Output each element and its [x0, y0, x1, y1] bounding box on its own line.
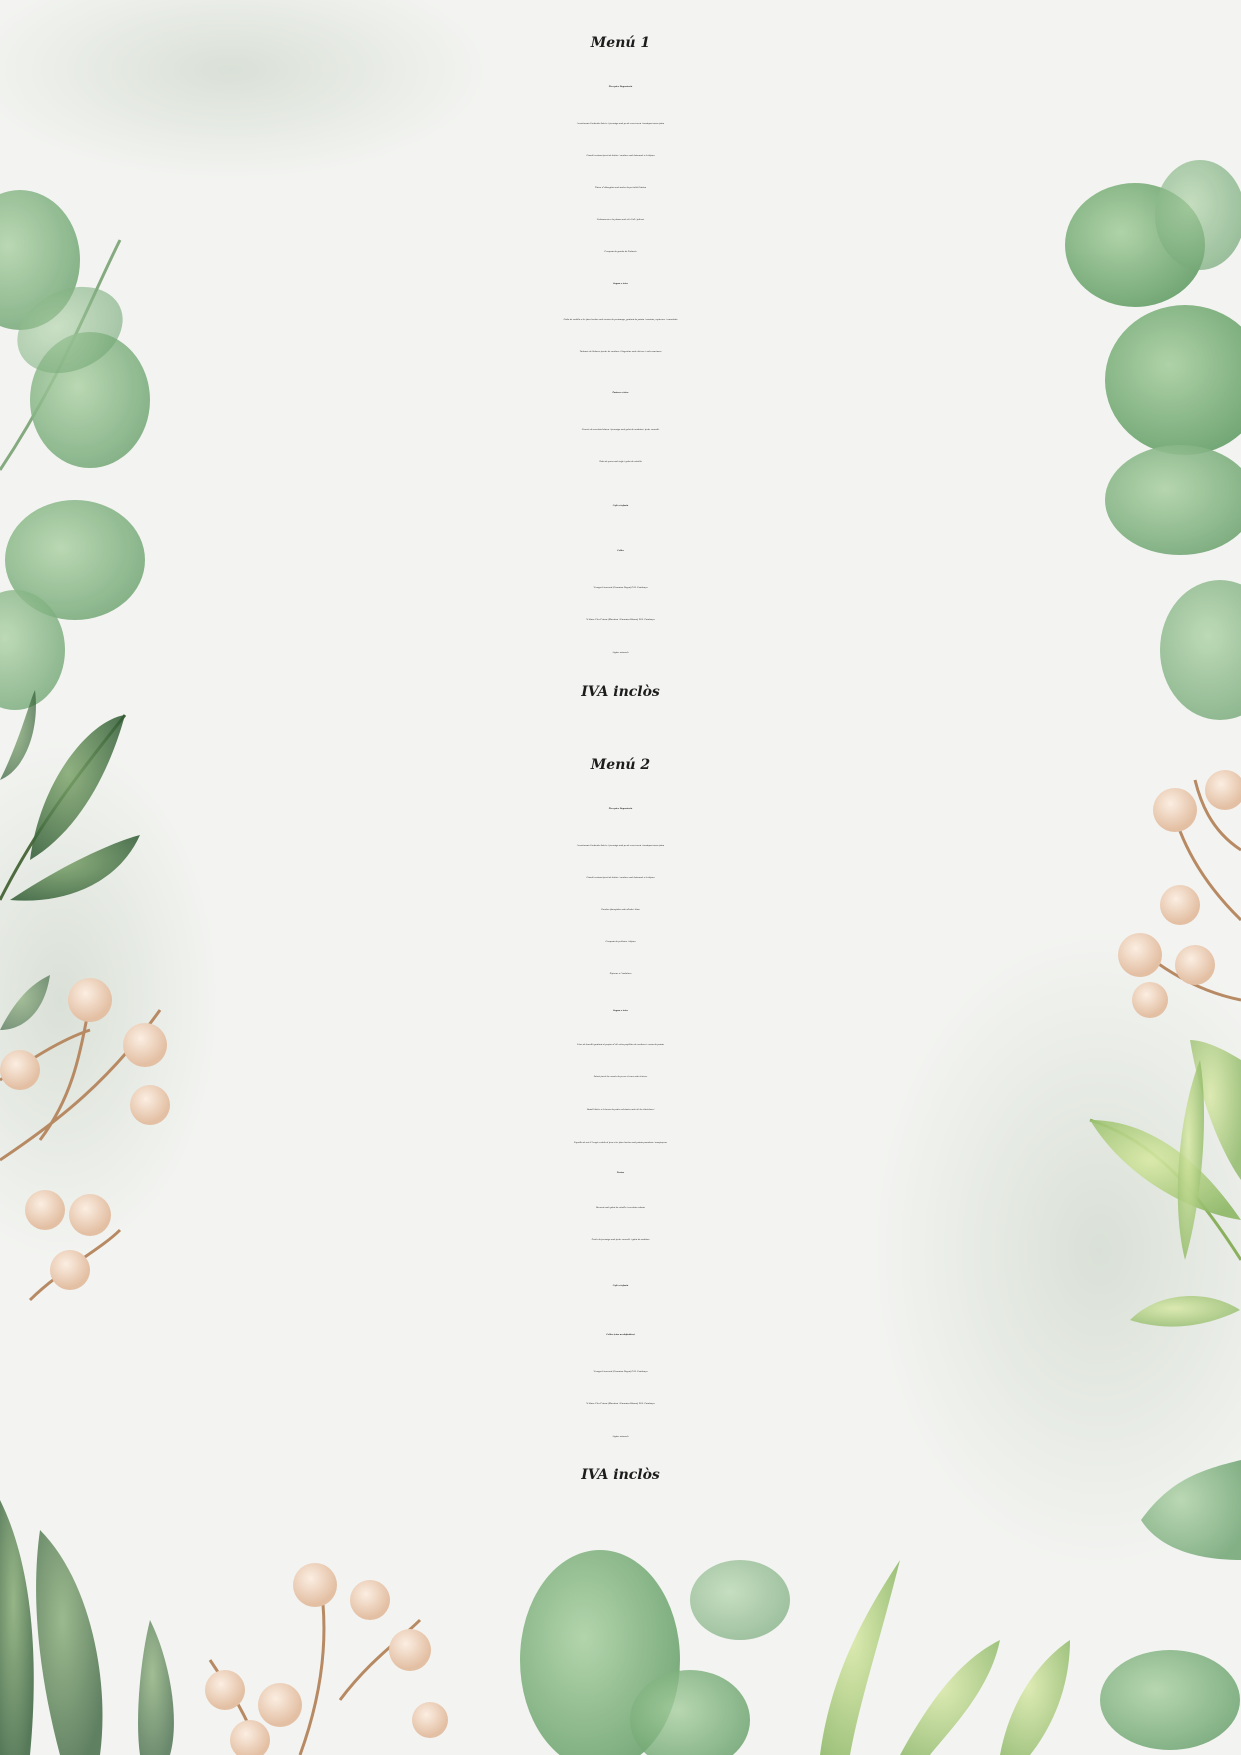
menu-2-dessert-item: Brownie amb gelat de vainilla i xocolata calenta: [596, 1206, 645, 1209]
menu-2-main-item: Espatlla de xai d’Aragó rostida al forn a les fines herbes amb patata panadera i xampinyons: [574, 1141, 667, 1144]
menu-1-starter-item: Tàrtar d’albergínia amb teules de pa italià Guttiau: [594, 186, 647, 189]
menu-1-cellar-heading: Celler: [617, 550, 624, 552]
menu-1-cellar-item: Vi blanc Clos Primat (Macabeu i Garnatxa Blanca) D.O. Catalunya: [586, 618, 655, 621]
menu-2-starter-item: Xipirons a l’andalusa: [609, 972, 632, 975]
menu-2-starter-item: Caneló cruixent farcit de bolets i verdures amb beixamel a la tòfona: [586, 876, 655, 879]
menu-2-cellar-heading: Celler (vins no definitius): [606, 1334, 635, 1336]
menu-1-price: [0, 684, 1241, 700]
menu-2-main-item: Salmó farcit de cremós de porro al cava amb cloïsses: [593, 1075, 648, 1078]
menu-2-main-item: Ventall ibèric a la brasa de pedra volcànica amb oli de chimichurri: [586, 1108, 655, 1111]
menu-2-starter-item: Croqueta de pollastre i tòfona: [605, 940, 636, 943]
menu-1-main-item: Turbants de llobarro farcits de verdures i llagostins amb cloïsses i salsa marinera: [579, 350, 662, 353]
menu-1-main-item: Galta de vedella a les fines herbes amb escates de pastanaga, gratinat de patata i moniato, espàrrecs i cansalada: [563, 318, 678, 321]
menu-2-starter-heading: Pica-pica Degustació: [608, 808, 633, 810]
menu-1-dessert-item: Tatín de poma amb toffe i gelat de vainilla: [599, 460, 642, 463]
menu-2-dessert-heading: Postre: [616, 1172, 625, 1174]
menu-2-main-heading: Segon a triar: [613, 1010, 628, 1012]
menu-2-main-item: Llom de bacallà gratinat al perfum d’all sobre papillota de verdures i crema de patata: [577, 1043, 664, 1046]
menu-2-title: Menú 2: [590, 757, 651, 773]
menu-2-vat: IVA inclòs: [581, 1467, 660, 1483]
menu-1-starter-item: Croqueta de gamba de Palamós: [604, 250, 637, 253]
menu-2-cellar-item: Vi blanc Clos Primat (Macabeu i Garnatxa Blanca) D.O. Catalunya: [586, 1402, 655, 1405]
menu-2-price: [0, 1467, 1241, 1483]
menu-1-dessert-heading: Postres a triar: [612, 392, 629, 394]
menu-1-vat: IVA inclòs: [581, 684, 660, 700]
menu-2-cellar-item: Aigües minerals: [612, 1435, 629, 1438]
menu-1-dessert-item: Cremós de xocolata blanca i formatge amb gelat de maduixa i fruits vermells: [581, 428, 660, 431]
menu-1-title: Menú 1: [590, 35, 651, 51]
menu-1-starter-item: Assortiment d’embotits ibèrics i formatge amb pa de coca torrat i tomàquet sense feina: [576, 122, 665, 125]
menu-2-coffee: Cafè o infusió: [612, 1285, 629, 1287]
menu-1-cellar-item: Vi negre Lasurreal (Garnatxa Negra) D.O. Catalunya: [593, 586, 648, 589]
menu-1-starter-item: Calamarcets a la planxa amb oli d’all i julivert: [596, 218, 645, 221]
menu-1-main-heading: Segon a triar: [613, 283, 628, 285]
menu-1-starter-heading: Pica-pica Degustació: [608, 86, 633, 88]
menu-2-starter-item: Assortiment d’embotits ibèrics i formatge amb pa de coca torrat i tomàquet sense feina: [576, 844, 665, 847]
menu-1-coffee: Cafè o infusió: [612, 505, 629, 507]
menu-1-starter-item: Caneló cruixent farcit de bolets i verdures amb beixamel a la tòfona: [586, 154, 655, 157]
menu-1-cellar-item: Aigües minerals: [612, 651, 629, 654]
menu-2-cellar-item: Vi negre Lasurreal (Garnatxa Negra) D.O. Catalunya: [593, 1370, 648, 1373]
menu-2-dessert-item: Pastís de formatge amb fruits vermells i gelat de maduixa: [591, 1238, 650, 1241]
menu-2-starter-item: Gambes flamejades amb allada i bitxo: [601, 908, 640, 911]
